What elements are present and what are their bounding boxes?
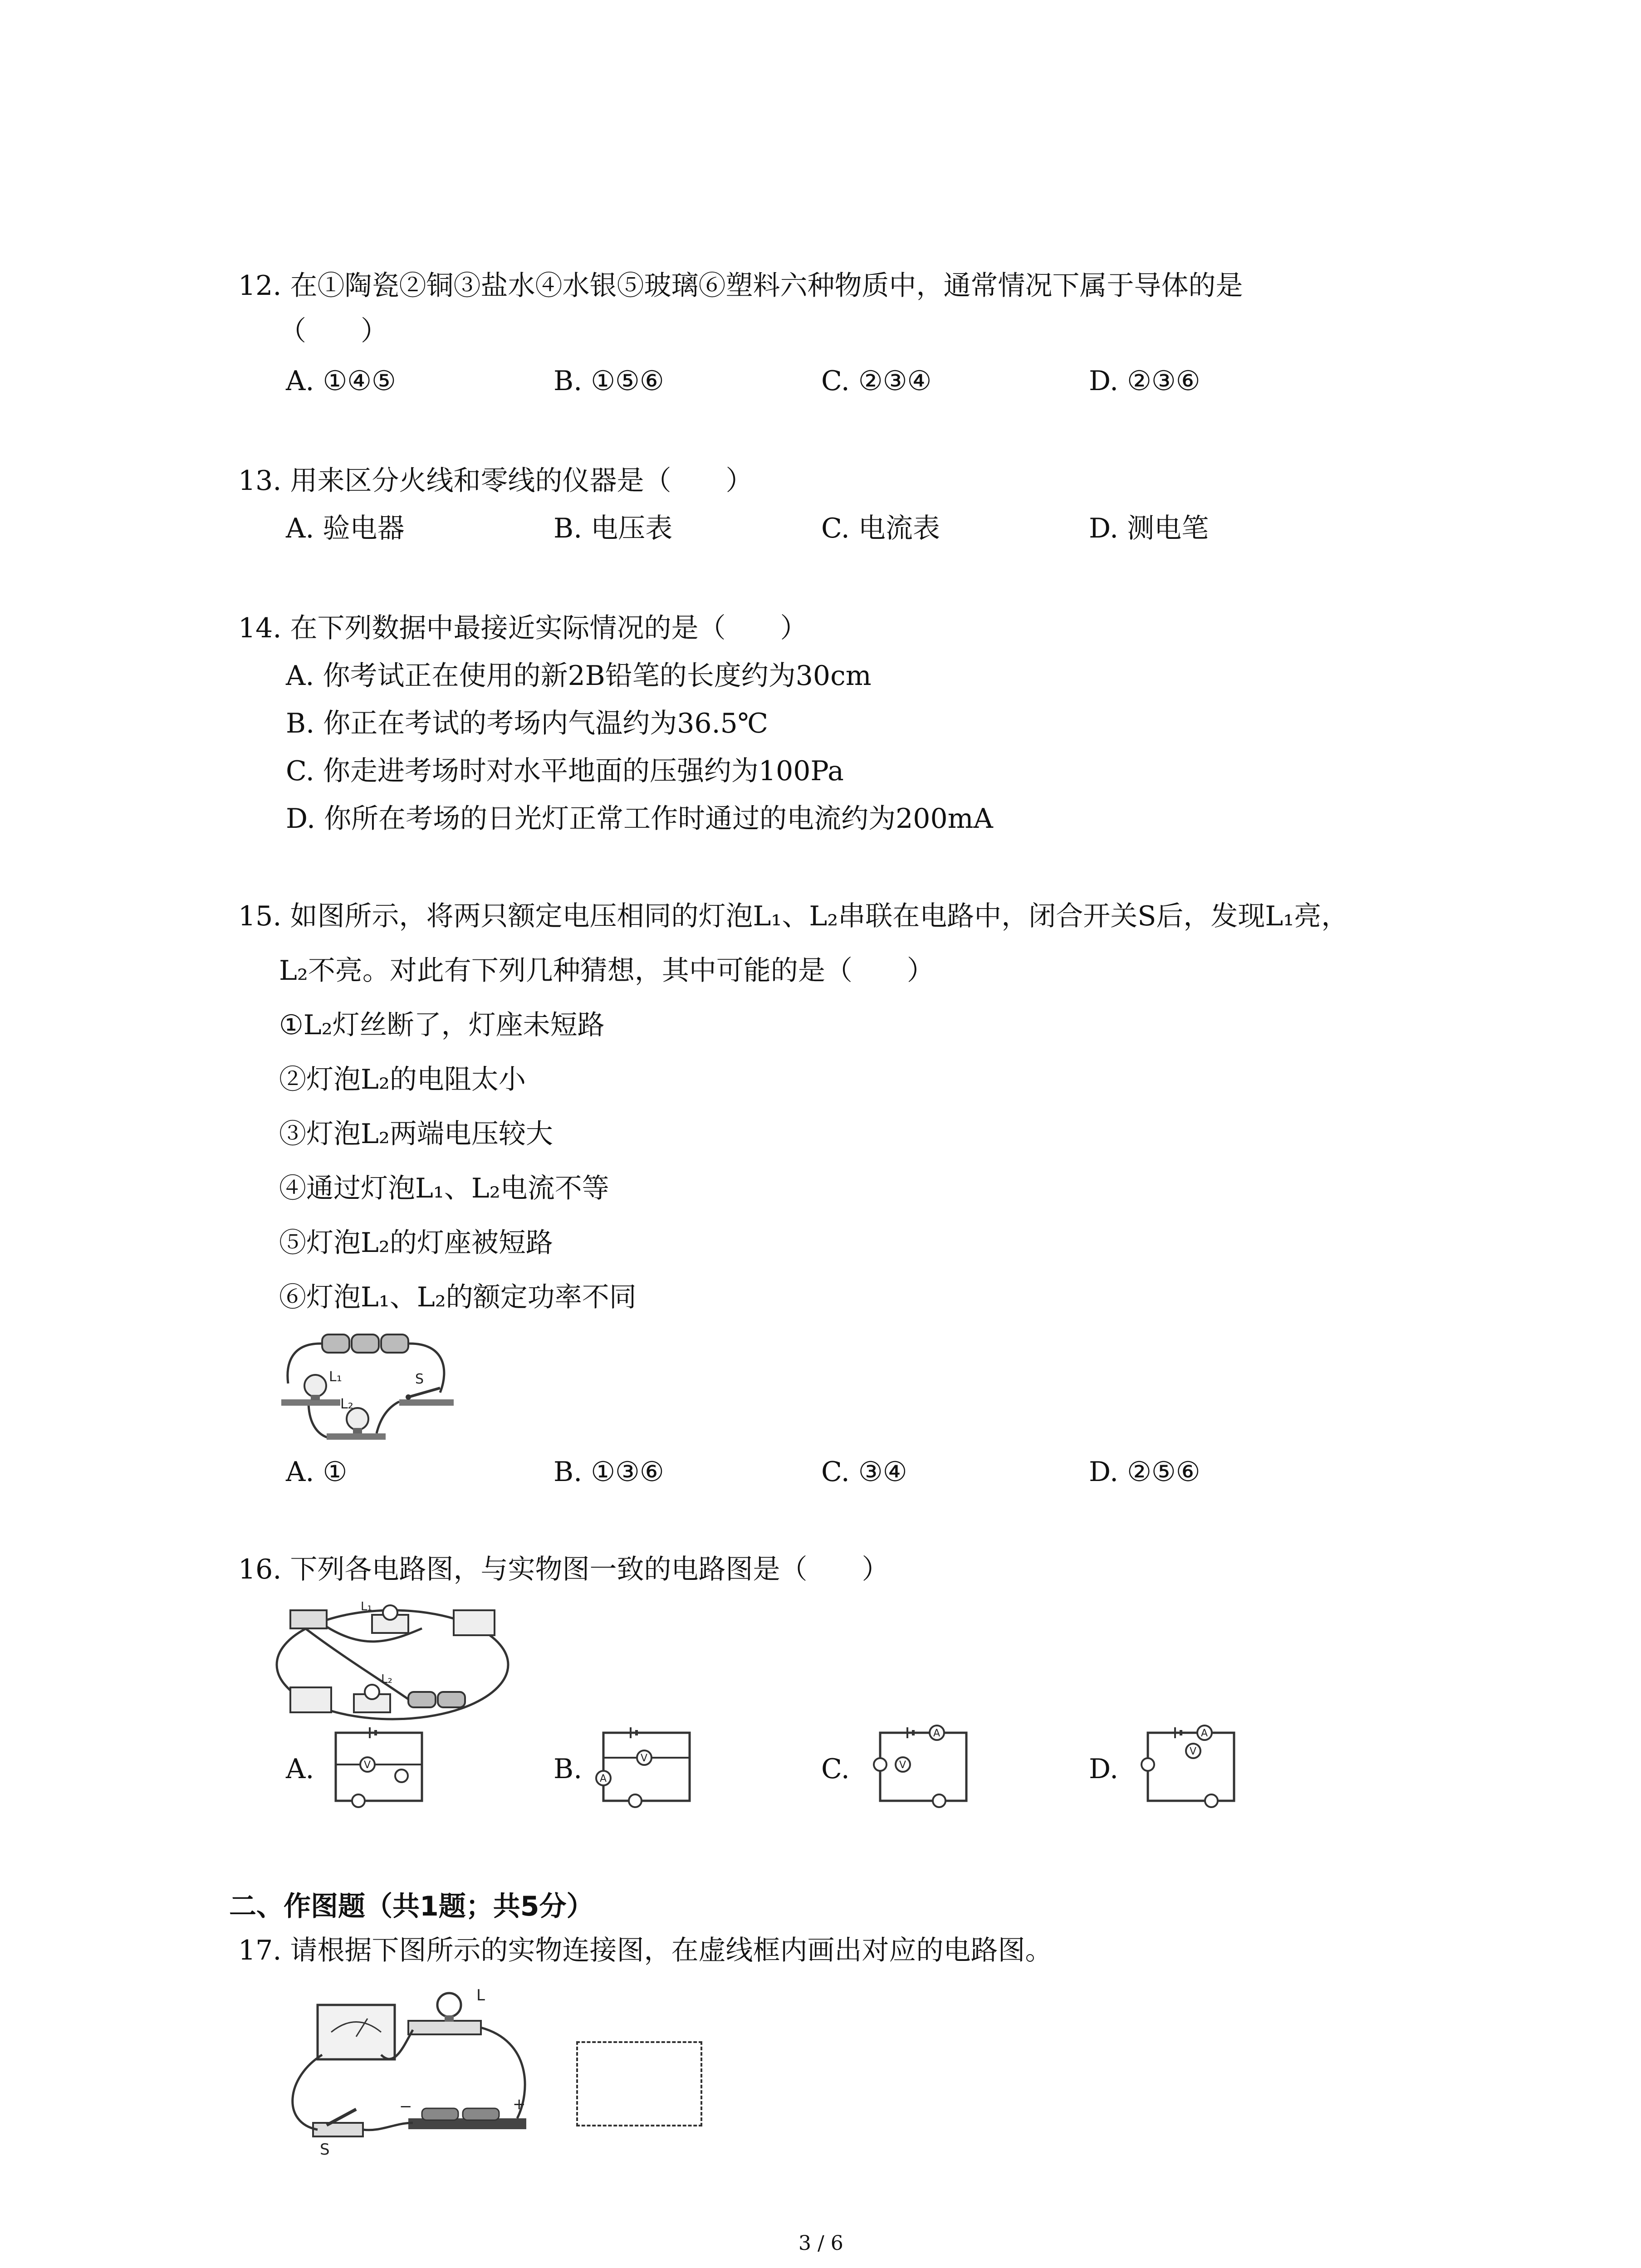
q15-label-s: S — [415, 1371, 424, 1387]
q13-option-d[interactable]: D. 测电笔 — [1089, 513, 1209, 544]
q16-option-d-diagram — [1134, 1724, 1239, 1810]
q16-option-d[interactable]: D. — [1089, 1753, 1119, 1785]
ammeter-icon — [318, 2005, 395, 2059]
battery-icon — [408, 2108, 526, 2129]
q17-stem: 17. 请根据下图所示的实物连接图，在虚线框内画出对应的电路图。 — [238, 1935, 1053, 1966]
section-2-title: 二、作图题（共1题；共5分） — [229, 1891, 594, 1922]
q16-label-l1: L₁ — [361, 1600, 372, 1613]
q13-option-a[interactable]: A. 验电器 — [286, 513, 405, 544]
switch-icon — [313, 2109, 363, 2136]
q15-option-d[interactable]: D. ②⑤⑥ — [1089, 1456, 1200, 1488]
q14-option-c[interactable]: C. 你走进考场时对水平地面的压强约为100Pa — [286, 755, 844, 787]
q13-option-c[interactable]: C. 电流表 — [821, 513, 940, 544]
page-number: 3 / 6 — [798, 2232, 843, 2255]
battery-icon — [408, 1692, 436, 1707]
q16-option-a[interactable]: A. — [286, 1753, 314, 1785]
q13-stem: 13. 用来区分火线和零线的仪器是（ ） — [238, 465, 753, 497]
q16-option-c[interactable]: C. — [821, 1753, 850, 1785]
battery-icon — [322, 1334, 408, 1353]
q14-stem: 14. 在下列数据中最接近实际情况的是（ ） — [238, 612, 808, 644]
q16c-voltmeter-label: V — [899, 1760, 906, 1771]
q12-option-a[interactable]: A. ①④⑤ — [286, 365, 396, 397]
q17-label-minus: − — [399, 2097, 412, 2116]
voltmeter-icon — [290, 1687, 331, 1712]
q15-guess-4: ④通过灯泡L₁、L₂电流不等 — [279, 1173, 609, 1204]
bulb-icon — [408, 1993, 481, 2034]
q15-option-b[interactable]: B. ①③⑥ — [554, 1456, 664, 1488]
q17-label-plus: + — [513, 2095, 526, 2113]
switch-icon — [290, 1610, 327, 1628]
q15-guess-1: ①L₂灯丝断了，灯座未短路 — [279, 1009, 605, 1041]
q16a-voltmeter-label: V — [364, 1760, 371, 1771]
q15-option-c[interactable]: C. ③④ — [821, 1456, 907, 1488]
q15-guess-3: ③灯泡L₂两端电压较大 — [279, 1118, 553, 1150]
q12-option-d[interactable]: D. ②③⑥ — [1089, 365, 1200, 397]
q13-option-b[interactable]: B. 电压表 — [554, 513, 673, 544]
q12-bracket: （ ） — [279, 315, 388, 347]
q15-stem-line1: 15. 如图所示，将两只额定电压相同的灯泡L₁、L₂串联在电路中，闭合开关S后，发现L₁亮， — [238, 900, 1349, 932]
q15-guess-5: ⑤灯泡L₂的灯座被短路 — [279, 1227, 553, 1259]
q17-physical-circuit-figure — [277, 1987, 544, 2159]
q16c-ammeter-label: A — [933, 1728, 941, 1739]
q15-circuit-figure — [272, 1325, 463, 1461]
q15-guess-6: ⑥灯泡L₁、L₂的额定功率不同 — [279, 1281, 637, 1313]
q15-stem-line2: L₂不亮。对此有下列几种猜想，其中可能的是（ ） — [279, 955, 934, 987]
q12-option-c[interactable]: C. ②③④ — [821, 365, 932, 397]
q12-option-b[interactable]: B. ①⑤⑥ — [554, 365, 664, 397]
q16-option-b[interactable]: B. — [554, 1753, 583, 1785]
q15-label-l2: L₂ — [340, 1396, 353, 1412]
ammeter-icon — [454, 1610, 495, 1635]
q17-label-s: S — [320, 2141, 330, 2159]
q17-label-l: L — [476, 1986, 485, 2004]
q16-option-c-diagram — [867, 1724, 971, 1810]
bulb-l1-icon — [304, 1375, 326, 1400]
q16b-voltmeter-label: V — [641, 1753, 648, 1764]
switch-icon — [406, 1388, 440, 1400]
q15-guess-2: ②灯泡L₂的电阻太小 — [279, 1064, 526, 1095]
q16d-ammeter-label: A — [1201, 1728, 1208, 1739]
q16-stem: 16. 下列各电路图，与实物图一致的电路图是（ ） — [238, 1554, 889, 1585]
q16-physical-circuit-figure — [272, 1601, 517, 1728]
q16-label-l2: L₂ — [381, 1672, 392, 1686]
q14-option-d[interactable]: D. 你所在考场的日光灯正常工作时通过的电流约为200mA — [286, 803, 993, 835]
q12-stem: 12. 在①陶瓷②铜③盐水④水银⑤玻璃⑥塑料六种物质中，通常情况下属于导体的是 — [238, 270, 1243, 302]
drawing-answer-box[interactable] — [576, 2041, 702, 2126]
q16-option-a-diagram — [327, 1724, 431, 1810]
q15-option-a[interactable]: A. ① — [286, 1456, 348, 1488]
q16-option-b-diagram — [594, 1724, 699, 1810]
q14-option-a[interactable]: A. 你考试正在使用的新2B铅笔的长度约为30cm — [286, 660, 872, 692]
q14-option-b[interactable]: B. 你正在考试的考场内气温约为36.5℃ — [286, 708, 768, 739]
q16d-voltmeter-label: V — [1190, 1746, 1197, 1757]
q15-label-l1: L₁ — [329, 1369, 342, 1385]
q16b-ammeter-label: A — [600, 1773, 607, 1784]
